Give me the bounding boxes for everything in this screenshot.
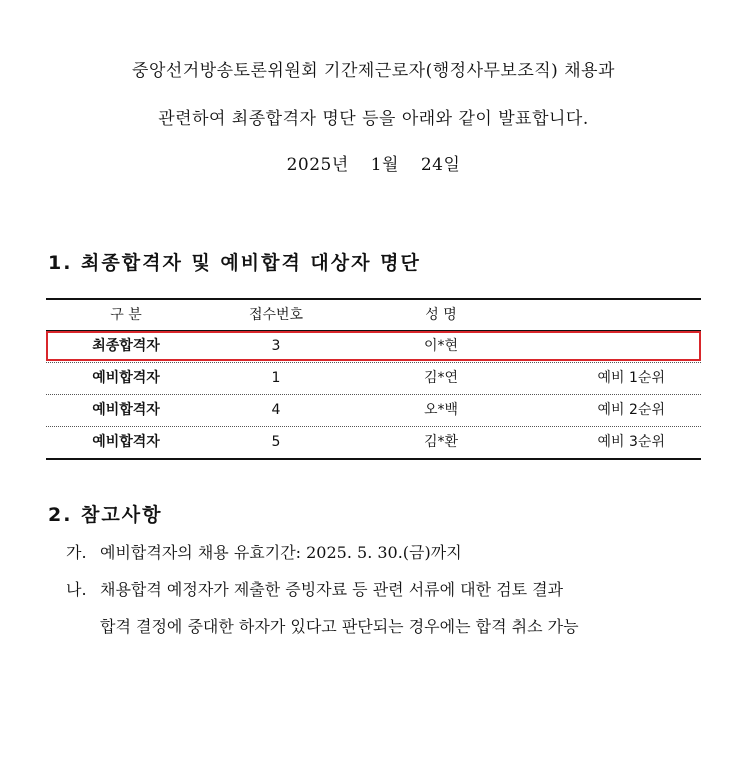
header-category: 구 분 [110, 307, 142, 323]
table-row [46, 331, 701, 363]
date-year: 2025년 [286, 155, 349, 175]
row-category: 예비합격자 [92, 434, 160, 450]
note-text: 채용합격 예정자가 제출한 증빙자료 등 관련 서류에 대한 검토 결과 [100, 580, 564, 599]
row-name: 김*연 [423, 370, 459, 386]
row-number: 5 [271, 434, 281, 450]
intro-line-2: 관련하여 최종합격자 명단 등을 아래와 같이 발표합니다. [158, 109, 589, 129]
row-name: 오*백 [423, 402, 459, 418]
row-note: 예비 1순위 [597, 370, 665, 386]
section-1-title: 1. 최종합격자 및 예비합격 대상자 명단 [48, 252, 421, 274]
intro-line-1: 중앙선거방송토론위원회 기간제근로자(행정사무보조직) 채용과 [132, 61, 615, 81]
table-header [46, 298, 701, 331]
note-item-ga [66, 540, 462, 563]
table-row [46, 427, 701, 460]
row-note: 예비 3순위 [597, 434, 665, 450]
table-row [46, 395, 701, 427]
note-marker: 가. [66, 543, 87, 562]
row-number: 1 [271, 370, 281, 386]
section-2-title: 2. 참고사항 [48, 504, 163, 526]
date-day: 24일 [420, 155, 461, 175]
table-row [46, 363, 701, 395]
date-month: 1월 [370, 155, 399, 175]
row-number: 3 [271, 338, 281, 354]
note-item-na-continuation: 합격 결정에 중대한 하자가 있다고 판단되는 경우에는 합격 취소 가능 [100, 617, 579, 636]
header-number: 접수번호 [248, 307, 304, 323]
header-name: 성 명 [425, 307, 457, 323]
row-note: 예비 2순위 [597, 402, 665, 418]
note-marker: 나. [66, 580, 87, 599]
note-text: 예비합격자의 채용 유효기간: 2025. 5. 30.(금)까지 [100, 543, 462, 562]
row-category: 예비합격자 [92, 370, 160, 386]
row-category: 예비합격자 [92, 402, 160, 418]
candidates-table [46, 298, 701, 460]
row-name: 김*환 [423, 434, 459, 450]
row-number: 4 [271, 402, 281, 418]
row-category: 최종합격자 [92, 338, 160, 354]
announcement-date [0, 150, 747, 175]
row-name: 이*현 [423, 338, 459, 354]
note-item-na [66, 577, 563, 600]
